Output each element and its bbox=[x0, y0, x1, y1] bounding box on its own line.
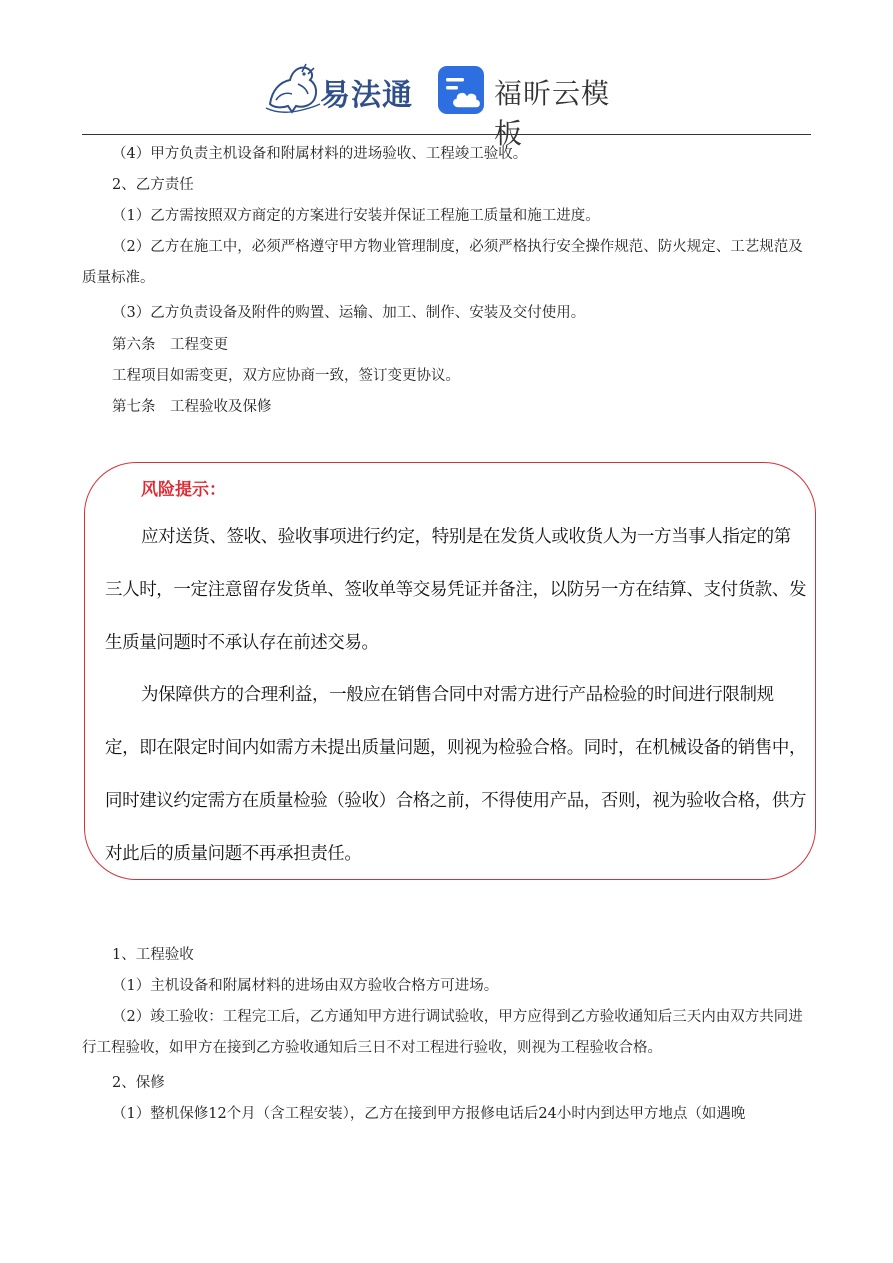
clause-heading: 2、乙方责任 bbox=[112, 177, 194, 193]
cloud-document-icon bbox=[436, 64, 488, 116]
clause-paragraph: （1）整机保修12个月（含工程安装），乙方在接到甲方报修电话后24小时内到达甲方地点（如遇晚 bbox=[112, 1106, 746, 1122]
clause-paragraph: （4）甲方负责主机设备和附属材料的进场验收、工程竣工验收。 bbox=[112, 146, 528, 162]
risk-warning-box bbox=[84, 462, 816, 880]
qilin-emblem-icon bbox=[262, 60, 322, 116]
clause-paragraph: 工程项目如需变更，双方应协商一致，签订变更协议。 bbox=[112, 368, 460, 384]
article-heading: 第七条 工程验收及保修 bbox=[112, 399, 272, 415]
risk-warning-title: 风险提示： bbox=[141, 480, 226, 500]
page-header bbox=[0, 58, 893, 150]
yifatong-logo-text: 易法通 bbox=[320, 78, 413, 113]
foxit-cloud-template-logo bbox=[436, 62, 636, 150]
clause-heading: 1、工程验收 bbox=[112, 947, 194, 963]
foxit-cloud-template-text: 福昕云模板 bbox=[494, 77, 611, 150]
article-heading: 第六条 工程变更 bbox=[112, 337, 228, 353]
clause-paragraph: （2）竣工验收：工程完工后，乙方通知甲方进行调试验收，甲方应得到乙方验收通知后三天内由双方共同进行工程验收，如甲方在接到乙方验收通知后三日不对工程进行验收，则视为工程验收合格。 bbox=[82, 1009, 803, 1056]
clause-paragraph: （2）乙方在施工中，必须严格遵守甲方物业管理制度，必须严格执行安全操作规范、防火规定、工艺规范及质量标准。 bbox=[82, 239, 803, 286]
risk-warning-paragraph: 应对送货、签收、验收事项进行约定，特别是在发货人或收货人为一方当事人指定的第三人时，一定注意留存发货单、签收单等交易凭证并备注，以防另一方在结算、支付货款、发生质量问题时不承认存在前述交易。 bbox=[105, 527, 807, 653]
clause-paragraph: （1）乙方需按照双方商定的方案进行安装并保证工程施工质量和施工进度。 bbox=[112, 208, 600, 224]
clause-heading: 2、保修 bbox=[112, 1075, 165, 1091]
risk-warning-paragraph: 为保障供方的合理利益，一般应在销售合同中对需方进行产品检验的时间进行限制规定，即在限定时间内如需方未提出质量问题，则视为检验合格。同时，在机械设备的销售中，同时建议约定需方在质量检验（验收）合格之前，不得使用产品，否则，视为验收合格，供方对此后的质量问题不再承担责任。 bbox=[105, 685, 807, 864]
clause-paragraph: （1）主机设备和附属材料的进场由双方验收合格方可进场。 bbox=[112, 978, 499, 994]
clause-paragraph: （3）乙方负责设备及附件的购置、运输、加工、制作、安装及交付使用。 bbox=[112, 305, 586, 321]
header-divider bbox=[82, 134, 811, 135]
yifatong-logo bbox=[262, 60, 422, 116]
